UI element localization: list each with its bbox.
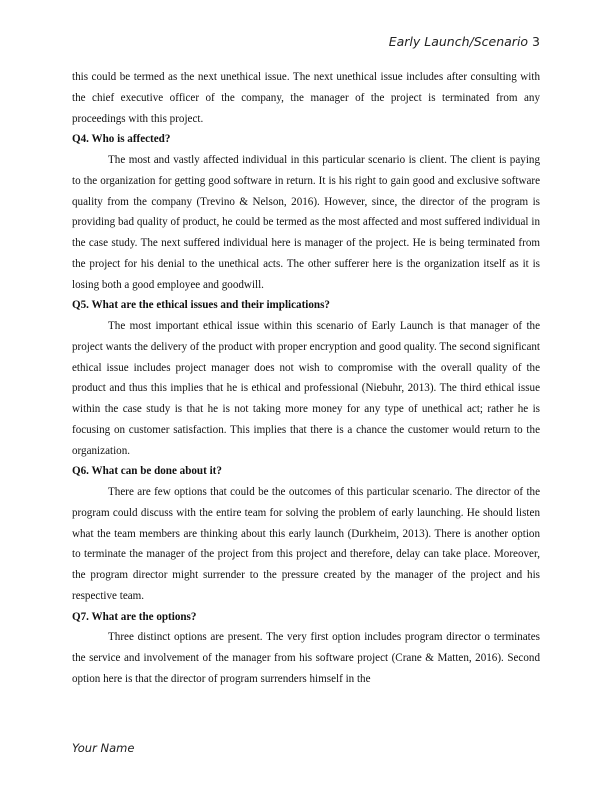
q7-paragraph: Three distinct options are present. The very first option includes program director o terminates the service and involvement of the manager from his software project (Crane & Matten, 2016). Second option here is that the director of program surrenders himself in the xyxy=(72,631,540,685)
q6-paragraph: There are few options that could be the outcomes of this particular scenario. The director of the program could discuss with the entire team for solving the problem of early launching. He should listen what the team members are thinking about this early launch (Durkheim, 2013). There is another option to terminate the manager of the project from this project and therefore, delay can take place. Moreover, the program director might surrender to the pressure created by the manager of the project and his respective team. xyxy=(72,486,540,602)
page-number: 3 xyxy=(532,34,540,49)
q5-heading: Q5. What are the ethical issues and their implications? xyxy=(72,299,330,312)
document-body xyxy=(72,67,540,690)
header-title: Early Launch/Scenario xyxy=(388,34,533,49)
footer-name: Your Name xyxy=(72,741,135,755)
q5-paragraph: The most important ethical issue within this scenario of Early Launch is that manager of the project wants the delivery of the product with proper encryption and good quality. The second significant ethical issue includes project manager does not wish to compromise with the overall quality of the product and thus this implies that he is ethical and professional (Niebuhr, 2013). The third ethical issue within the case study is that he is not taking more money for any type of unethical act; rather he is focusing on customer satisfaction. This implies that there is a chance the customer would return to the organization. xyxy=(72,320,540,457)
continued-paragraph: this could be termed as the next unethical issue. The next unethical issue includes after consulting with the chief executive officer of the company, the manager of the project is terminated from any proceedings with this project. xyxy=(72,71,540,125)
running-header xyxy=(389,34,540,49)
q6-heading: Q6. What can be done about it? xyxy=(72,465,222,478)
q4-heading: Q4. Who is affected? xyxy=(72,133,171,146)
q7-heading: Q7. What are the options? xyxy=(72,610,197,623)
q4-paragraph: The most and vastly affected individual in this particular scenario is client. The client is paying to the organization for getting good software in return. It is his right to gain good and exclusive software quality from the company (Trevino & Nelson, 2016). However, since, the director of the program is providing bad quality of product, he could be termed as the most affected and most suffered individual in the case study. The next suffered individual here is manager of the project. He is being terminated from the project for his denial to the unethical acts. The other sufferer here is the organization itself as it is losing both a good employee and goodwill. xyxy=(72,154,540,291)
